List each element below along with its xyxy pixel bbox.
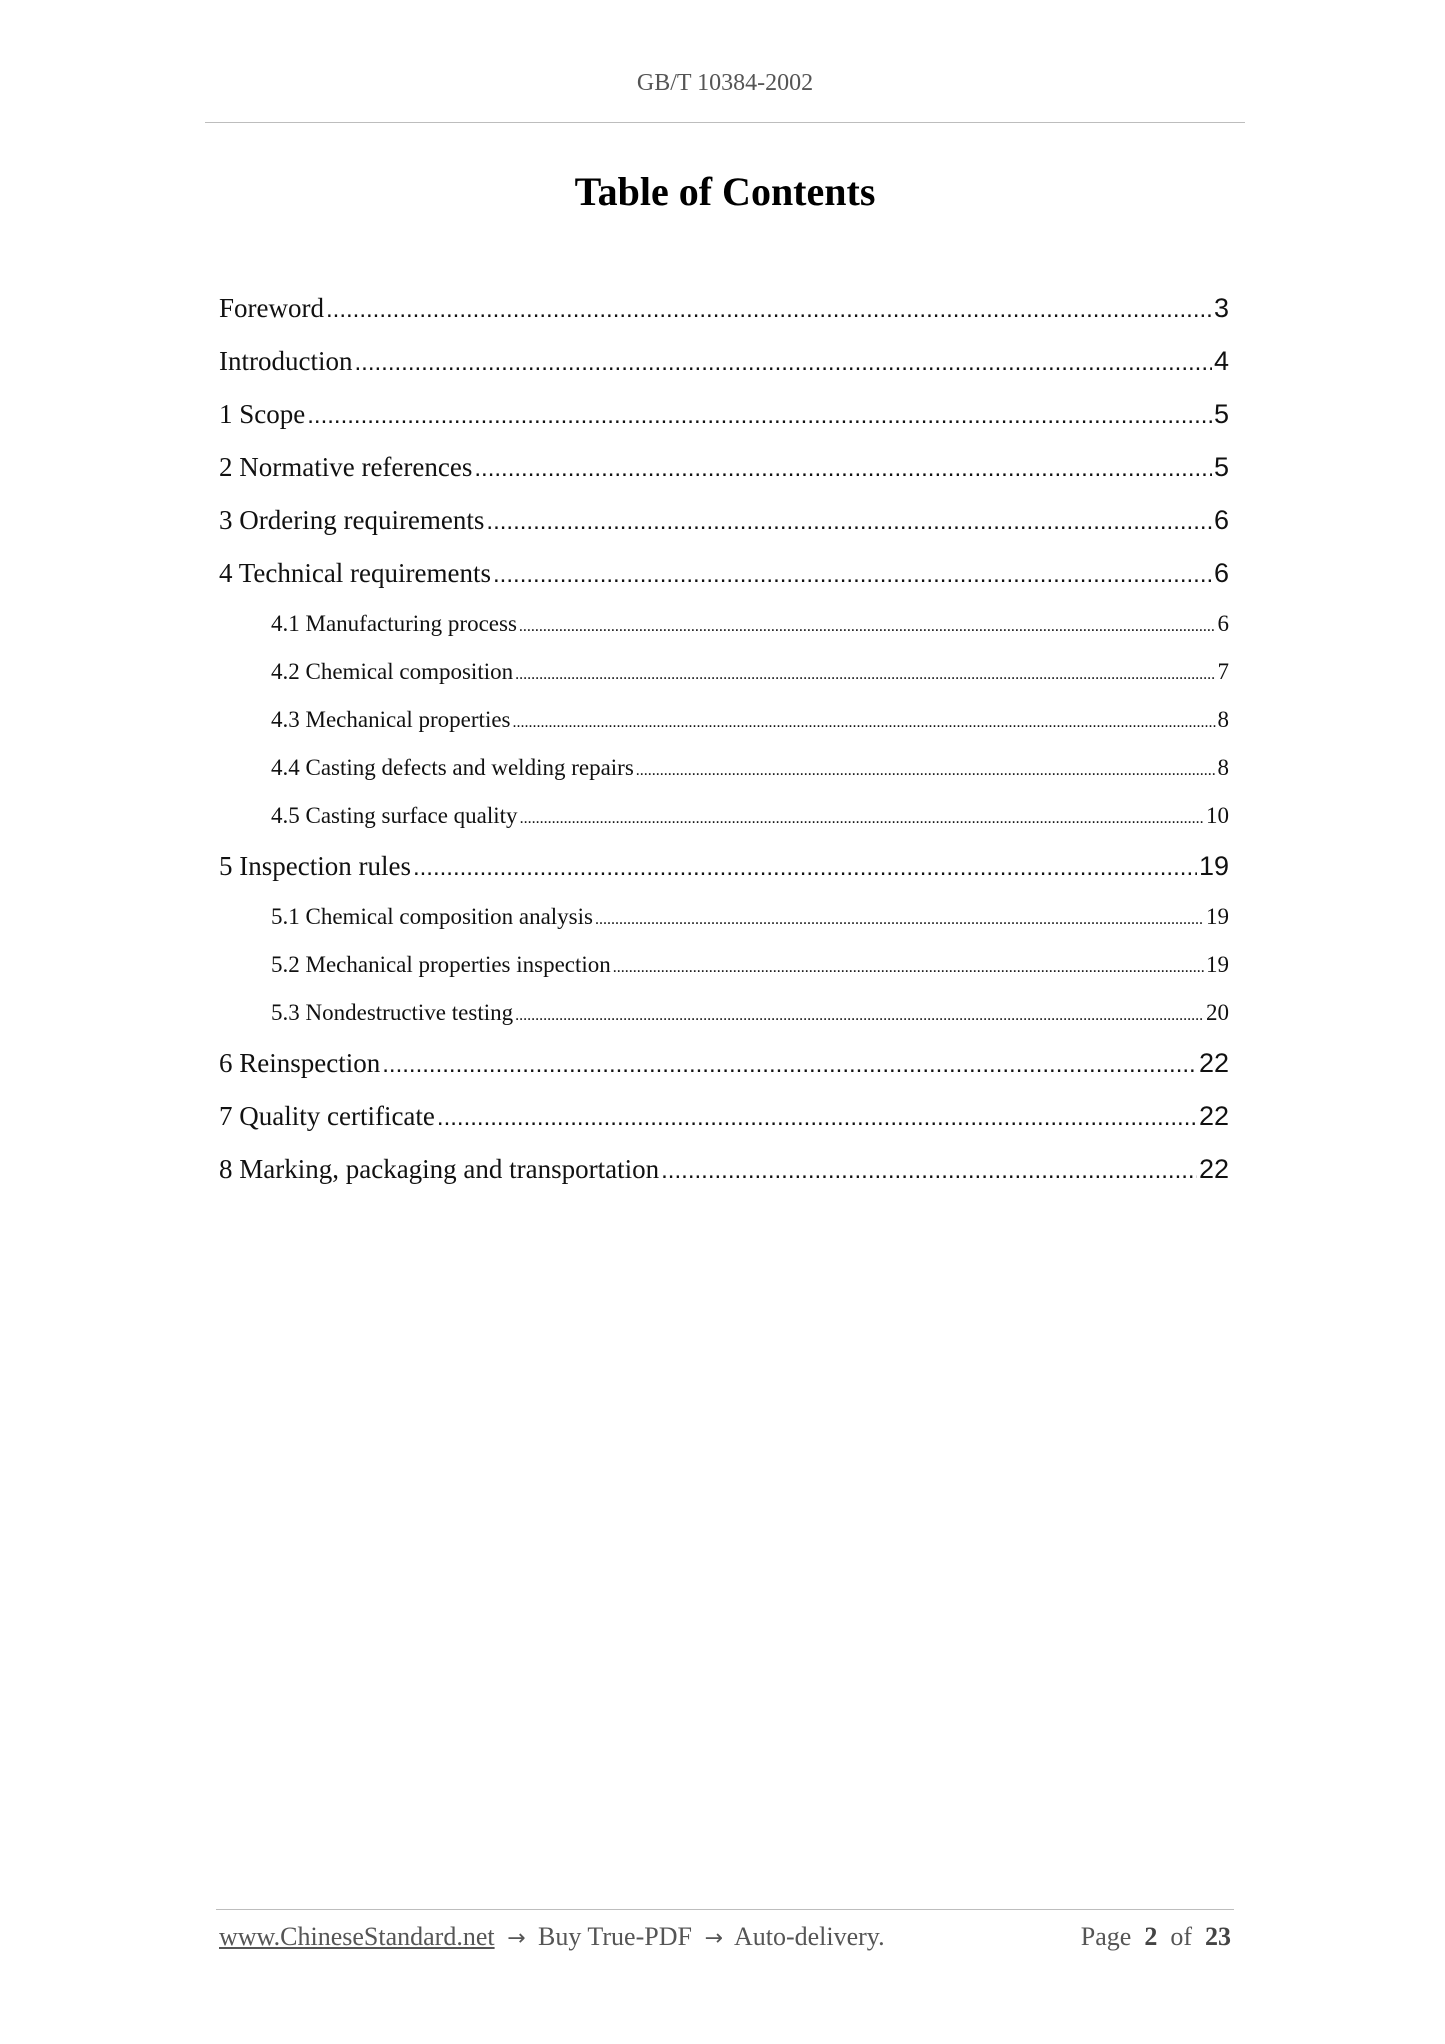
toc-subentry[interactable] (219, 792, 1229, 840)
toc-entry-label: 2 Normative references (219, 452, 473, 482)
page-title: Table of Contents (574, 169, 876, 214)
page-number (1081, 1922, 1231, 1952)
toc-entry-label: 7 Quality certificate (219, 1101, 435, 1131)
header-divider (205, 122, 1245, 123)
toc-leader-dots (437, 1091, 1197, 1143)
toc-subentry[interactable] (219, 941, 1229, 989)
toc-leader-dots (493, 548, 1212, 600)
toc-entry[interactable] (219, 282, 1229, 335)
toc-leader-dots (307, 389, 1212, 441)
toc-entry-label: 5 Inspection rules (219, 851, 411, 881)
toc-entry-page-number: 3 (1213, 293, 1229, 323)
toc-leader-dots (595, 896, 1204, 941)
auto-delivery-text: Auto-delivery. (733, 1922, 885, 1951)
toc-leader-dots (474, 442, 1212, 494)
running-header: GB/T 10384-2002 (636, 70, 814, 96)
toc-entry-page-number: 22 (1198, 1048, 1229, 1078)
toc-subentry[interactable] (219, 744, 1229, 792)
toc-leader-dots (613, 944, 1204, 989)
toc-entry-label: 4.2 Chemical composition (271, 659, 514, 684)
total-pages: 23 (1205, 1922, 1231, 1951)
footer-divider (216, 1909, 1234, 1910)
toc-entry[interactable] (219, 840, 1229, 893)
toc-entry-label: 1 Scope (219, 399, 306, 429)
toc-entry-label: 5.1 Chemical composition analysis (271, 904, 593, 929)
page-word: Page (1080, 1922, 1132, 1951)
table-of-contents (219, 282, 1229, 1196)
toc-leader-dots (413, 841, 1197, 893)
toc-entry-label: 5.2 Mechanical properties inspection (271, 952, 611, 977)
toc-leader-dots (354, 336, 1211, 388)
current-page: 2 (1144, 1922, 1158, 1951)
toc-leader-dots (486, 495, 1212, 547)
toc-subentry[interactable] (219, 696, 1229, 744)
toc-entry-page-number: 6 (1217, 611, 1229, 636)
toc-entry[interactable] (219, 547, 1229, 600)
toc-subentry[interactable] (219, 648, 1229, 696)
toc-leader-dots (520, 795, 1204, 840)
toc-entry-label: 6 Reinspection (219, 1048, 381, 1078)
toc-entry-label: 4.3 Mechanical properties (271, 707, 511, 732)
toc-entry-page-number: 22 (1198, 1154, 1229, 1184)
toc-leader-dots (661, 1144, 1197, 1196)
toc-entry[interactable] (219, 1143, 1229, 1196)
toc-entry[interactable] (219, 441, 1229, 494)
toc-entry-page-number: 19 (1206, 952, 1229, 977)
buy-true-pdf-text: Buy True-PDF (538, 1922, 692, 1951)
toc-leader-dots (519, 603, 1216, 648)
toc-leader-dots (326, 283, 1212, 335)
toc-entry-label: 4 Technical requirements (219, 558, 492, 588)
toc-entry-label: 4.1 Manufacturing process (271, 611, 517, 636)
toc-entry-label: 4.4 Casting defects and welding repairs (271, 755, 634, 780)
toc-entry-page-number: 6 (1213, 558, 1229, 588)
toc-entry-page-number: 19 (1198, 851, 1229, 881)
toc-leader-dots (513, 699, 1216, 744)
toc-entry-label: 8 Marking, packaging and transportation (219, 1154, 660, 1184)
toc-entry-page-number: 8 (1217, 707, 1229, 732)
toc-entry[interactable] (219, 388, 1229, 441)
right-arrow-icon: → (507, 1926, 526, 1951)
toc-entry[interactable] (219, 1090, 1229, 1143)
toc-entry-page-number: 5 (1213, 452, 1229, 482)
toc-entry-label: Foreword (219, 293, 324, 323)
toc-entry-label: Introduction (219, 346, 353, 376)
toc-subentry[interactable] (219, 600, 1229, 648)
toc-entry-page-number: 6 (1213, 505, 1229, 535)
toc-entry-page-number: 8 (1217, 755, 1229, 780)
right-arrow-icon: → (704, 1926, 723, 1951)
toc-entry[interactable] (219, 494, 1229, 547)
toc-subentry[interactable] (219, 893, 1229, 941)
toc-entry[interactable] (219, 335, 1229, 388)
toc-leader-dots (636, 747, 1216, 792)
toc-leader-dots (515, 651, 1215, 696)
toc-entry-label: 4.5 Casting surface quality (271, 803, 518, 828)
toc-leader-dots (382, 1038, 1197, 1090)
toc-entry-page-number: 7 (1217, 659, 1229, 684)
toc-entry-label: 5.3 Nondestructive testing (271, 1000, 514, 1025)
footer-promo (219, 1922, 885, 1952)
toc-entry-page-number: 19 (1206, 904, 1229, 929)
toc-leader-dots (515, 992, 1204, 1037)
toc-entry-page-number: 4 (1213, 346, 1229, 376)
toc-entry-page-number: 22 (1198, 1101, 1229, 1131)
toc-entry-page-number: 5 (1213, 399, 1229, 429)
website-link[interactable]: www.ChineseStandard.net (219, 1922, 495, 1951)
of-word: of (1170, 1922, 1192, 1951)
toc-entry-label: 3 Ordering requirements (219, 505, 485, 535)
toc-entry-page-number: 10 (1206, 803, 1229, 828)
toc-entry-page-number: 20 (1206, 1000, 1229, 1025)
page-footer (219, 1922, 1231, 1962)
toc-subentry[interactable] (219, 989, 1229, 1037)
toc-entry[interactable] (219, 1037, 1229, 1090)
